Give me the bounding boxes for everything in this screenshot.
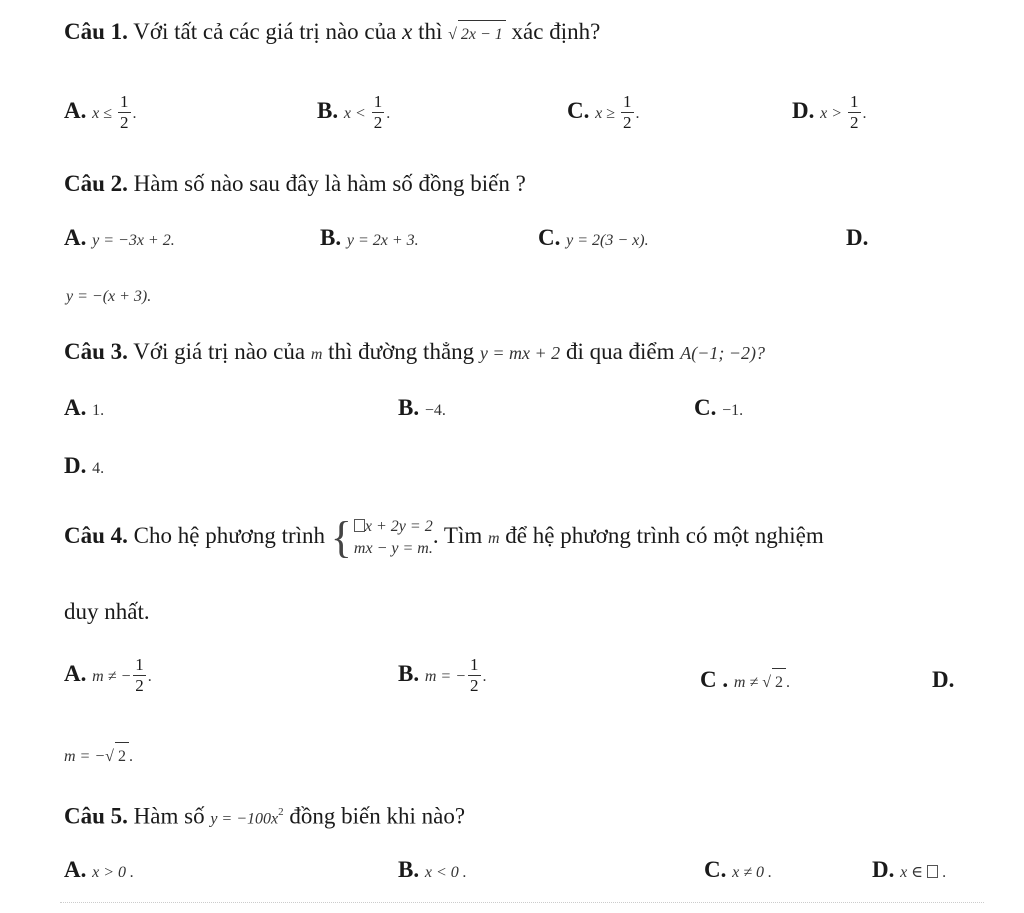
option-key: A. [64,395,87,420]
option-expr: y = 2x + 3. [346,232,419,249]
q4-option-b[interactable] [398,655,487,696]
q1-option-b[interactable] [317,92,390,133]
numerator: 1 [623,92,632,111]
question-3-text3: đi qua điểm [560,339,681,364]
question-3-stem [64,338,765,369]
q2-option-c[interactable] [538,224,649,255]
option-end: . [635,104,640,122]
question-1-text3: xác định? [505,19,601,44]
option-key: B. [398,857,420,882]
q2-option-a[interactable] [64,224,175,255]
radicand: 2 [772,668,786,697]
question-4-text3: để hệ phương trình có một nghiệm [499,523,824,548]
option-expr: x ∈ [900,864,928,881]
option-key: D. [64,453,87,478]
option-expr: x > 0 . [92,864,135,881]
question-4-stem [64,506,824,569]
question-2-stem [64,170,526,198]
option-end: . [132,104,137,122]
option-key: B. [398,395,420,420]
option-end: . [938,864,947,881]
sqrt-expression: √ 2x − 1 [448,19,506,44]
option-key: A. [64,97,87,123]
numerator: 1 [850,92,859,111]
option-key: B. [317,97,339,123]
q3-option-b[interactable] [398,394,446,425]
option-value: 4. [92,460,105,477]
option-key: C. [567,97,590,123]
question-1-text: Với tất cả các giá trị nào của [127,19,403,44]
fraction [621,92,634,133]
option-end: . [482,667,487,685]
option-lhs: x ≥ [595,104,620,122]
option-end: . [147,667,152,685]
question-4-text2: . Tìm [432,523,488,548]
q1-option-a[interactable] [64,92,137,133]
option-value: 1. [92,402,105,419]
fraction [468,655,481,696]
option-lhs: m = − [424,667,466,685]
q5-option-a[interactable] [64,856,134,887]
equation-system [330,512,433,562]
option-key: A. [64,225,87,250]
denominator: 2 [850,113,859,132]
radicand: 2 [115,742,129,771]
q1-option-c[interactable] [567,92,640,133]
option-key: C. [538,225,561,250]
question-1-stem [64,18,600,49]
option-lhs: m ≠ [733,674,763,691]
question-5-label: Câu 5. [64,803,128,829]
option-end: . [862,104,867,122]
equation-2: mx − y = m. [353,539,433,557]
option-lhs: x > [820,104,847,122]
q3-option-d[interactable] [64,452,104,483]
page-divider [60,902,984,903]
q5-option-b[interactable] [398,856,467,887]
option-expr: x < 0 . [424,864,467,881]
q5-option-c[interactable] [704,856,772,887]
question-4-var: m [487,530,500,547]
denominator: 2 [623,113,632,132]
option-key: A. [64,660,87,686]
option-key: D. [846,225,869,250]
q3-option-a[interactable] [64,394,104,425]
option-expr: y = 2(3 − x). [566,232,649,249]
question-4-text: Cho hệ phương trình [127,523,331,548]
q1-option-d[interactable] [792,92,867,133]
denominator: 2 [120,113,129,132]
question-1-text2: thì [412,19,449,44]
brace-icon: { [330,512,352,562]
missing-glyph-icon [927,865,938,878]
fraction [118,92,131,133]
option-value: −4. [424,402,446,419]
q5-option-d[interactable] [872,856,946,887]
fraction [848,92,861,133]
option-key: D. [872,857,895,882]
option-key: B. [320,225,342,250]
fraction [133,655,146,696]
option-lhs: m = − [64,748,106,765]
question-4-label: Câu 4. [64,523,128,548]
numerator: 1 [135,655,144,674]
option-lhs: x < [343,104,370,122]
option-key: C. [694,395,717,420]
q4-option-c[interactable]: C . m ≠ √ 2 . [700,666,790,697]
radicand: 2x − 1 [458,20,506,49]
option-end: . [128,748,133,765]
missing-glyph-icon [354,519,365,532]
option-lhs: x ≤ [92,104,117,122]
option-key: C . [700,667,729,692]
q2-option-d[interactable] [846,224,868,252]
option-expr: y = −(x + 3). [66,288,152,305]
numerator: 1 [470,655,479,674]
equation-1 [354,516,433,538]
option-key: A. [64,857,87,882]
q4-option-a[interactable] [64,655,152,696]
option-key: C. [704,857,727,882]
q4-option-d-expr: m = −√ 2 . [64,740,133,771]
question-1-var: x [402,19,413,44]
question-2-label: Câu 2. [64,171,128,196]
option-value: −1. [722,402,744,419]
denominator: 2 [135,676,144,695]
equation-1-text: x + 2y = 2 [364,517,433,535]
question-2-text: Hàm số nào sau đây là hàm số đồng biến ? [127,171,526,196]
line-equation: y = mx + 2 [479,343,561,363]
question-3-text: Với giá trị nào của [127,339,311,364]
question-5-text2: đồng biến khi nào? [283,803,466,829]
q4-option-d[interactable] [932,666,954,694]
q2-option-b[interactable] [320,224,419,255]
numerator: 1 [373,92,383,111]
question-1-label: Câu 1. [64,19,128,44]
option-key: D. [792,97,815,123]
option-expr: y = −3x + 2. [92,232,175,249]
fraction [372,92,385,133]
option-end: . [386,104,391,122]
question-3-text2: thì đường thẳng [322,339,480,364]
question-3-label: Câu 3. [64,339,128,364]
function-expr: y = −100x [210,810,279,828]
option-key: B. [398,660,420,686]
option-end: . [786,674,790,691]
denominator: 2 [470,676,479,695]
point-a: A(−1; −2)? [680,343,766,363]
option-key: D. [932,667,955,692]
q2-option-d-expr [66,280,151,311]
denominator: 2 [373,113,383,132]
function-exponent: 2 [278,806,284,818]
numerator: 1 [120,92,129,111]
question-4-stem-cont: duy nhất. [64,599,150,624]
option-lhs: m ≠ − [92,667,132,685]
question-5-stem [64,798,465,834]
question-3-var: m [310,346,323,363]
option-expr: x ≠ 0 . [732,864,773,881]
question-5-text: Hàm số [127,803,211,829]
q3-option-c[interactable] [694,394,743,425]
